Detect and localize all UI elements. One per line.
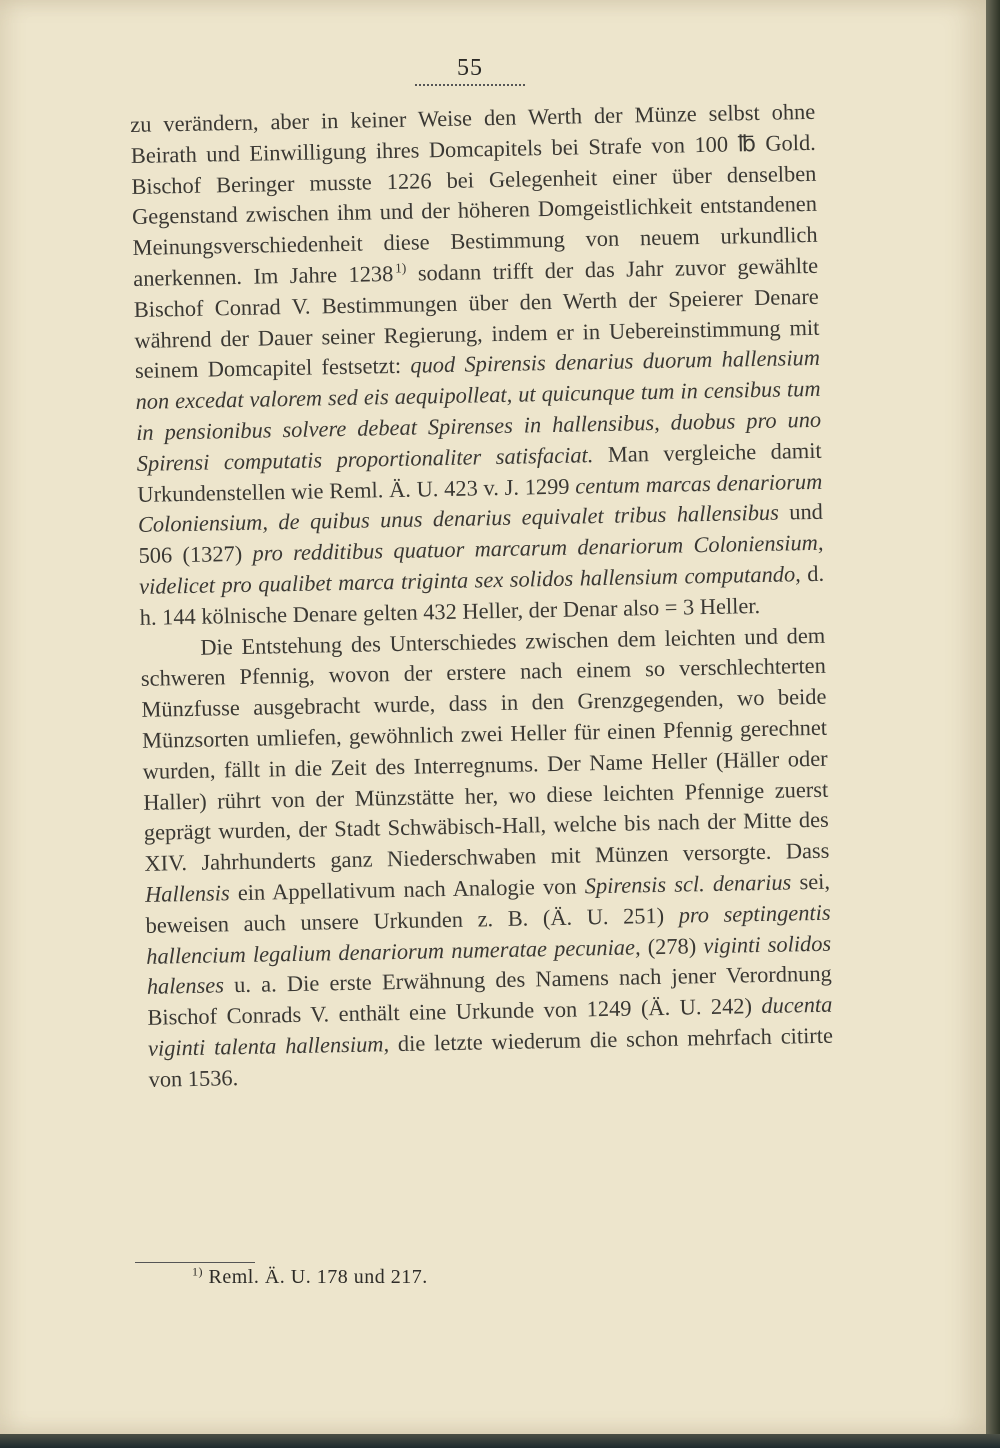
paragraph-2 xyxy=(140,620,834,1095)
latin-quote-3: pro redditibus quatuor marcarum denariorum Coloniensium, videlicet pro qualibet marca triginta sex solidos hallensium computando, xyxy=(138,529,824,599)
paragraph-2-text-g: (278) xyxy=(640,932,704,959)
page-header xyxy=(0,55,940,86)
paragraph-1-text-d: Man vergleiche damit Urkundenstellen wie Reml. Ä. U. 423 v. J. 1299 xyxy=(137,437,822,507)
latin-term-spirensis: Spirensis scl. denarius xyxy=(584,869,792,899)
paragraph-2-text-e: sei, beweisen auch unsere Urkunden z. B. (Ä. U. 251) xyxy=(145,868,831,938)
body-text xyxy=(130,97,834,1095)
latin-quote-4: pro septingentis hallencium legalium denariorum numeratae pecuniae, xyxy=(146,899,831,969)
paragraph-1-text-a: zu verändern, aber in keiner Weise den Werth der Münze selbst ohne Beirath und Einwilligung ihres Domcapitels bei Strafe von 100 ℔ Gold. Bischof Beringer musste 1226 bei Gelegenheit einer über denselben Gegenstand zwischen ihm und der höheren Domgeistlichkeit entstandenen Meinungsverschiedenheit diese Bestimmung von neuem urkundlich anerkennen. Im Jahre 1238 xyxy=(130,98,818,291)
footnote-reference: 1) xyxy=(394,260,407,276)
paragraph-1-text-h: d. h. 144 kölnische Denare gelten 432 Heller, der Denar also = 3 Heller. xyxy=(139,560,825,630)
paragraph-2-text-a: Die Entstehung des Unterschiedes zwischen dem leichten und dem schweren Pfennig, wovon der erstere nach einem so verschlechterten Münzfusse ausgebracht wurde, dass in den Grenzgegenden, wo beide Münzsorten umliefen, gewöhnlich zwei Heller für einen Pfennig gerechnet wurden, fällt in die Zeit des Interregnums. Der Name Heller (Häller oder Haller) rührt von der Münzstätte her, wo diese leichten Pfennige zuerst geprägt wurden, der Stadt Schwäbisch-Hall, welche bis nach der Mitte des XIV. Jahrhunderts ganz Niederschwaben mit Münzen versorgte. Dass xyxy=(140,622,830,876)
book-bottom-edge xyxy=(0,1434,1000,1448)
footnote-marker: 1) xyxy=(192,1264,203,1279)
latin-quote-5: viginti solidos halenses xyxy=(146,930,832,1000)
latin-quote-6: ducenta viginti talenta hallensium, xyxy=(147,991,833,1061)
book-binding-edge xyxy=(986,0,1000,1448)
page-number: 55 xyxy=(457,55,483,81)
paragraph-1 xyxy=(130,97,825,634)
footnote-text: Reml. Ä. U. 178 und 217. xyxy=(203,1266,428,1288)
paragraph-1-text-f: und 506 (1327) xyxy=(138,499,824,569)
footnote xyxy=(192,1266,428,1289)
paragraph-2-text-i: u. a. Die erste Erwähnung des Namens nach jener Verordnung Bischof Conrads V. enthält eine Urkunde von 1249 (Ä. U. 242) xyxy=(147,961,832,1030)
latin-quote-2: centum marcas denariorum Coloniensium, de quibus unus denarius equivalet tribus hallensibus xyxy=(137,468,823,538)
paragraph-2-text-k: die letzte wiederum die schon mehrfach citirte von 1536. xyxy=(148,1022,834,1092)
footnote-separator xyxy=(135,1262,255,1263)
latin-quote-1: quod Spirensis denarius duorum hallensium non excedat valorem sed eis aequipolleat, ut quicunque tum in censibus tum in pensionibus solvere debeat Spirenses in hallensibus, duobus pro uno Spirensi computatis proportionaliter satisfaciat. xyxy=(135,345,822,476)
latin-term-hallensis: Hallensis xyxy=(144,880,230,907)
paragraph-2-text-c: ein Appellativum nach Analogie von xyxy=(229,873,585,906)
page-number-rule xyxy=(415,84,525,86)
paragraph-1-text-b: sodann trifft der das Jahr zuvor gewählte Bischof Conrad V. Bestimmungen über den Werth der Speierer Denare während der Dauer seiner Regierung, indem er in Uebereinstimmung mit seinem Domcapitel festsetzt: xyxy=(133,252,820,384)
